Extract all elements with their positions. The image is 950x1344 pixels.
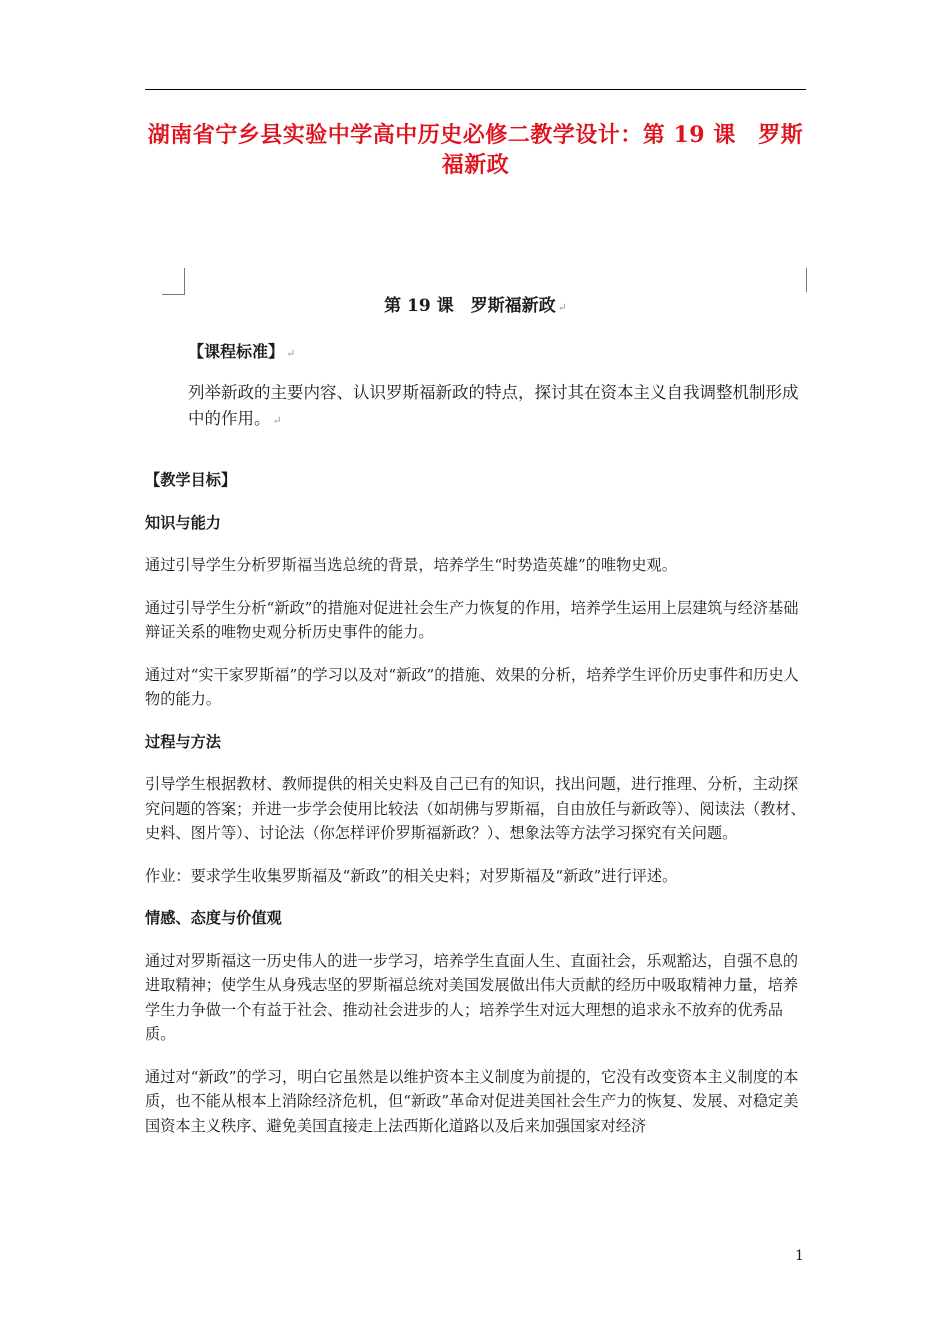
document-title: 湖南省宁乡县实验中学高中历史必修二教学设计：第 19 课 罗斯福新政 (147, 122, 804, 178)
standard-text-body: 列举新政的主要内容、认识罗斯福新政的特点，探讨其在资本主义自我调整机制形成中的作用。 (188, 383, 799, 428)
knowledge-paragraph: 通过对“实干家罗斯福”的学习以及对“新政”的措施、效果的分析，培养学生评价历史事件和历史人物的能力。 (145, 665, 799, 708)
document-body (145, 468, 810, 1156)
knowledge-paragraph: 通过引导学生分析罗斯福当选总统的背景，培养学生“时势造英雄”的唯物史观。 (145, 556, 677, 574)
paragraph-mark-icon: ↵ (272, 414, 282, 427)
emotion-paragraph: 通过对“新政”的学习，明白它虽然是以维护资本主义制度为前提的，它没有改变资本主义制度的本质，也不能从根本上消除经济危机，但“新政”革命对促进美国社会生产力的恢复、发展、对稳定美国资本主义秩序、避免美国直接走上法西斯化道路以及后来加强国家对经济 (145, 1067, 799, 1135)
page-number: 1 (795, 1248, 804, 1264)
standard-heading (188, 340, 295, 366)
paragraph-mark-icon: ↵ (557, 301, 567, 314)
emotion-heading: 情感、态度与价值观 (145, 909, 282, 927)
standard-text (188, 380, 808, 434)
lesson-heading (145, 293, 806, 321)
lesson-heading-text: 第 19 课 罗斯福新政 (384, 296, 556, 316)
crop-mark-right (806, 268, 829, 292)
knowledge-heading: 知识与能力 (145, 513, 221, 532)
process-paragraph: 引导学生根据教材、教师提供的相关史料及自己已有的知识，找出问题，进行推理、分析，主动探究问题的答案；并进一步学会使用比较法（如胡佛与罗斯福，自由放任与新政等）、阅读法（教材、史料、图片等）、讨论法（你怎样评价罗斯福新政？）、想象法等方法学习探究有关问题。 (145, 775, 806, 842)
process-heading: 过程与方法 (145, 732, 221, 751)
paragraph-mark-icon: ↵ (286, 347, 296, 360)
homework-paragraph: 作业：要求学生收集罗斯福及“新政”的相关史料；对罗斯福及“新政”进行评述。 (145, 866, 678, 885)
header-rule (145, 89, 806, 90)
objectives-heading: 【教学目标】 (145, 471, 237, 489)
crop-mark-left (162, 268, 185, 295)
emotion-paragraph: 通过对罗斯福这一历史伟人的进一步学习，培养学生直面人生、直面社会，乐观豁达，自强不息的进取精神；使学生从身残志坚的罗斯福总统对美国发展做出伟大贡献的经历中吸取精神力量，培养学生力争做一个有益于社会、推动社会进步的人；培养学生对远大理想的追求永不放弃的优秀品质。 (145, 951, 799, 1043)
standard-heading-text: 【课程标准】 (188, 342, 285, 361)
knowledge-paragraph: 通过引导学生分析“新政”的措施对促进社会生产力恢复的作用，培养学生运用上层建筑与经济基础辩证关系的唯物史观分析历史事件的能力。 (145, 598, 799, 641)
